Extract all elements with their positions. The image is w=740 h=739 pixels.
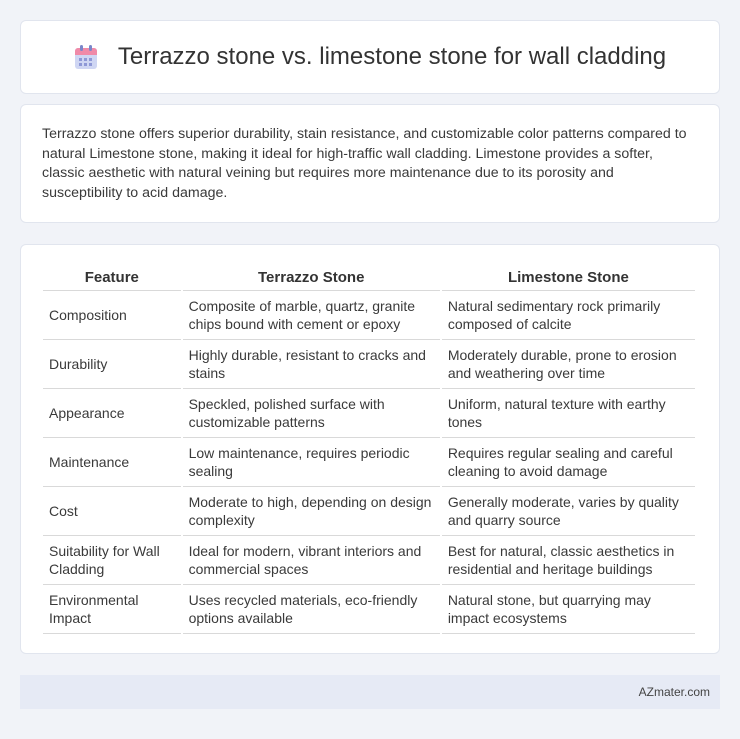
terrazzo-cell: Low maintenance, requires periodic sealing — [183, 438, 440, 487]
table-row — [43, 291, 695, 340]
terrazzo-cell: Highly durable, resistant to cracks and stains — [183, 340, 440, 389]
calendar-icon — [74, 44, 98, 70]
feature-cell: Suitability for Wall Cladding — [43, 536, 181, 585]
table-row — [43, 487, 695, 536]
terrazzo-cell: Speckled, polished surface with customizable patterns — [183, 389, 440, 438]
feature-cell: Maintenance — [43, 438, 181, 487]
summary-text: Terrazzo stone offers superior durability, stain resistance, and customizable color patterns compared to natural Limestone stone, making it ideal for high-traffic wall cladding. Limestone provides a softer, classic aesthetic with natural veining but requires more maintenance due to its porosity and susceptibility to acid damage. — [42, 126, 687, 201]
title-wrap — [74, 43, 666, 71]
feature-cell: Cost — [43, 487, 181, 536]
limestone-cell: Generally moderate, varies by quality and quarry source — [442, 487, 695, 536]
terrazzo-cell: Ideal for modern, vibrant interiors and commercial spaces — [183, 536, 440, 585]
comparison-card — [20, 244, 720, 654]
limestone-cell: Natural sedimentary rock primarily composed of calcite — [442, 291, 695, 340]
limestone-cell: Moderately durable, prone to erosion and weathering over time — [442, 340, 695, 389]
feature-cell: Environmental Impact — [43, 585, 181, 634]
limestone-cell: Uniform, natural texture with earthy tones — [442, 389, 695, 438]
footer-brand: AZmater.com — [638, 685, 710, 699]
terrazzo-cell: Composite of marble, quartz, granite chips bound with cement or epoxy — [183, 291, 440, 340]
table-row — [43, 536, 695, 585]
limestone-cell: Best for natural, classic aesthetics in residential and heritage buildings — [442, 536, 695, 585]
feature-cell: Durability — [43, 340, 181, 389]
comparison-table — [41, 265, 697, 634]
summary-card — [20, 104, 720, 223]
feature-cell: Appearance — [43, 389, 181, 438]
table-row — [43, 585, 695, 634]
feature-cell: Composition — [43, 291, 181, 340]
terrazzo-cell: Moderate to high, depending on design complexity — [183, 487, 440, 536]
title-card — [20, 20, 720, 94]
column-header: Terrazzo Stone — [183, 265, 440, 291]
table-row — [43, 438, 695, 487]
limestone-cell: Natural stone, but quarrying may impact ecosystems — [442, 585, 695, 634]
column-header: Limestone Stone — [442, 265, 695, 291]
table-header-row — [43, 265, 695, 291]
terrazzo-cell: Uses recycled materials, eco-friendly options available — [183, 585, 440, 634]
footer — [20, 675, 720, 709]
column-header: Feature — [43, 265, 181, 291]
page-title: Terrazzo stone vs. limestone stone for wall cladding — [117, 43, 667, 70]
table-row — [43, 340, 695, 389]
limestone-cell: Requires regular sealing and careful cleaning to avoid damage — [442, 438, 695, 487]
table-row — [43, 389, 695, 438]
